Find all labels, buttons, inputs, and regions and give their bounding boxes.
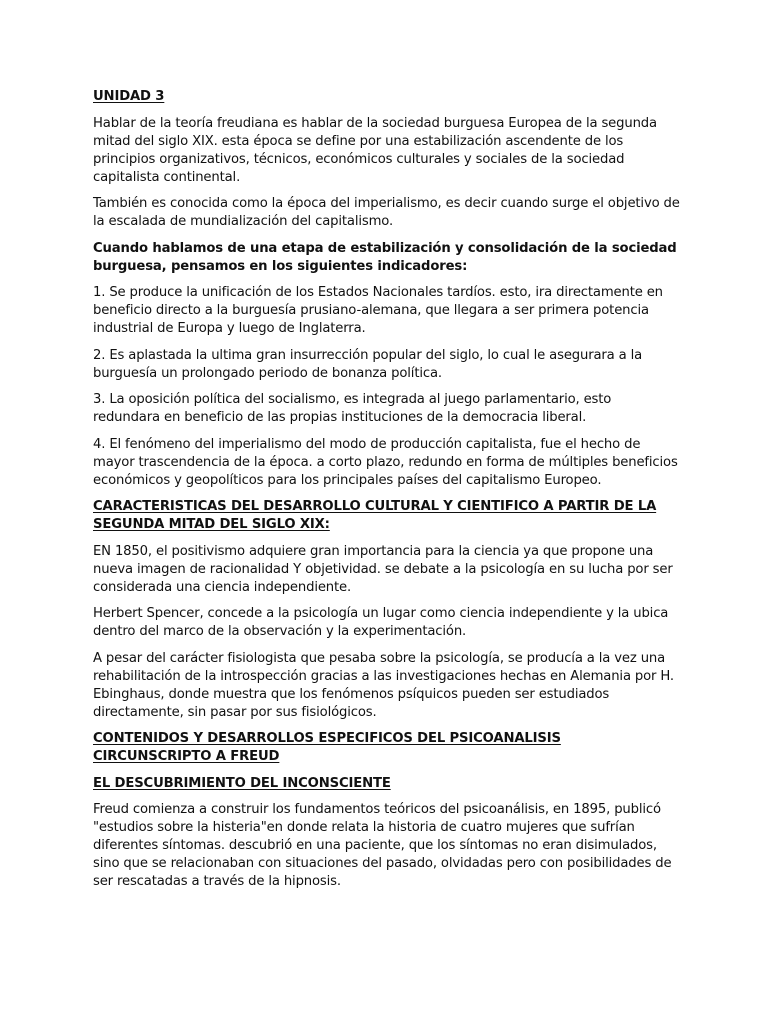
document-page [93,88,681,900]
section-heading-unconscious: EL DESCUBRIMIENTO DEL INCONSCIENTE [93,775,391,791]
section-2-paragraph-3: A pesar del carácter fisiologista que pesaba sobre la psicología, se producía a la vez una rehabilitación de la introspección gracias a las investigaciones hechas en Alemania por H. Ebinghaus, donde muestra que los fenómenos psíquicos pueden ser estudiados directamente, sin pasar por sus fisiológicos. [93,650,674,720]
section-heading-cultural-scientific: CARACTERISTICAS DEL DESARROLLO CULTURAL Y CIENTIFICO A PARTIR DE LA SEGUNDA MITAD DEL SIGLO XIX: [93,499,657,532]
indicator-item-4: 4. El fenómeno del imperialismo del modo de producción capitalista, fue el hecho de mayor trascendencia de la época. a corto plazo, redundo en forma de múltiples beneficios económicos y geopolíticos para los principales países del capitalismo Europeo. [93,436,678,488]
intro-paragraph-1: Hablar de la teoría freudiana es hablar de la sociedad burguesa Europea de la segunda mitad del siglo XIX. esta época se define por una estabilización ascendente de los principios organizativos, técnicos, económicos culturales y sociales de la sociedad capitalista continental. [93,115,657,185]
intro-paragraph-2: También es conocida como la época del imperialismo, es decir cuando surge el objetivo de la escalada de mundialización del capitalismo. [93,196,680,229]
section-2-paragraph-1: EN 1850, el positivismo adquiere gran importancia para la ciencia ya que propone una nueva imagen de racionalidad Y objetividad. se debate a la psicología en su lucha por ser considerada una ciencia independiente. [93,543,673,595]
indicators-heading: Cuando hablamos de una etapa de estabilización y consolidación de la sociedad burguesa, pensamos en los siguientes indicadores: [93,240,677,274]
indicator-item-2: 2. Es aplastada la ultima gran insurrección popular del siglo, lo cual le asegurara a la burguesía un prolongado periodo de bonanza política. [93,347,643,381]
indicator-item-3: 3. La oposición política del socialismo, es integrada al juego parlamentario, esto redundara en beneficio de las propias instituciones de la democracia liberal. [93,392,612,425]
indicator-item-1: 1. Se produce la unificación de los Estados Nacionales tardíos. esto, ira directamente en beneficio directo a la burguesía prusiano-alemana, que llegara a ser primera potencia industrial de Europa y luego de Inglaterra. [93,285,663,336]
document-title: UNIDAD 3 [93,89,165,104]
section-2-paragraph-2: Herbert Spencer, concede a la psicología un lugar como ciencia independiente y la ubica dentro del marco de la observación y la experimentación. [93,606,669,639]
section-4-paragraph: Freud comienza a construir los fundamentos teóricos del psicoanálisis, en 1895, publicó "estudios sobre la histeria"en donde relata la historia de cuatro mujeres que sufrían diferentes síntomas. descubrió en una paciente, que los síntomas no eran disimulados, sino que se relacionaban con situaciones del pasado, olvidadas pero con posibilidades de ser rescatadas a través de la hipnosis. [93,802,672,889]
section-heading-psychoanalysis: CONTENIDOS Y DESARROLLOS ESPECIFICOS DEL PSICOANALISIS CIRCUNSCRIPTO A FREUD [93,731,561,764]
